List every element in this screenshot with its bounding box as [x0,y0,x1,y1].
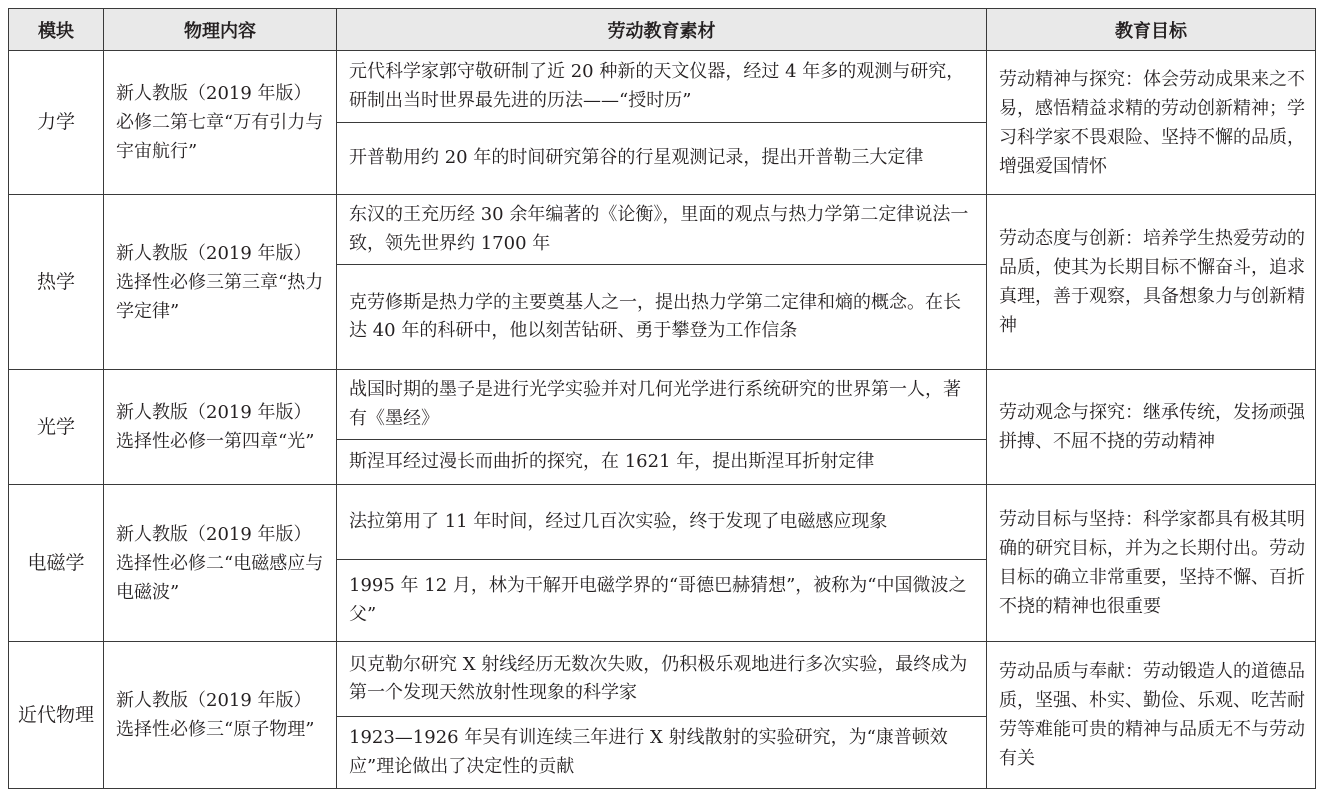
material-cell: 贝克勒尔研究 X 射线经历无数次失败，仍积极乐观地进行多次实验，最终成为第一个发现天然放射性现象的科学家 [337,642,987,717]
header-goal: 教育目标 [987,9,1316,51]
content-cell: 新人教版（2019 年版）选择性必修三第三章“热力学定律” [104,195,337,370]
module-cell: 光学 [9,370,104,485]
goal-cell: 劳动目标与坚持：科学家都具有极其明确的研究目标，并为之长期付出。劳动目标的确立非常重要，坚持不懈、百折不挠的精神也很重要 [987,485,1316,642]
material-cell: 开普勒用约 20 年的时间研究第谷的行星观测记录，提出开普勒三大定律 [337,123,987,195]
material-cell: 克劳修斯是热力学的主要奠基人之一，提出热力学第二定律和熵的概念。在长达 40 年的科研中，他以刻苦钻研、勇于攀登为工作信条 [337,265,987,370]
goal-cell: 劳动品质与奉献：劳动锻造人的道德品质，坚强、朴实、勤俭、乐观、吃苦耐劳等难能可贵的精神与品质无不与劳动有关 [987,642,1316,789]
module-cell: 近代物理 [9,642,104,789]
header-module: 模块 [9,9,104,51]
content-cell: 新人教版（2019 年版）选择性必修三“原子物理” [104,642,337,789]
header-content: 物理内容 [104,9,337,51]
header-material: 劳动教育素材 [337,9,987,51]
material-cell: 法拉第用了 11 年时间，经过几百次实验，终于发现了电磁感应现象 [337,485,987,560]
material-cell: 东汉的王充历经 30 余年编著的《论衡》，里面的观点与热力学第二定律说法一致，领先世界约 1700 年 [337,195,987,265]
module-cell: 力学 [9,51,104,195]
content-cell: 新人教版（2019 年版）选择性必修一第四章“光” [104,370,337,485]
table-row [9,642,1316,717]
table-row [9,195,1316,265]
labor-education-table [8,8,1316,789]
table-row [9,370,1316,440]
module-cell: 电磁学 [9,485,104,642]
module-cell: 热学 [9,195,104,370]
content-cell: 新人教版（2019 年版）必修二第七章“万有引力与宇宙航行” [104,51,337,195]
table-row [9,51,1316,123]
goal-cell: 劳动观念与探究：继承传统，发扬顽强拼搏、不屈不挠的劳动精神 [987,370,1316,485]
material-cell: 1923—1926 年吴有训连续三年进行 X 射线散射的实验研究，为“康普顿效应”理论做出了决定性的贡献 [337,717,987,789]
material-cell: 元代科学家郭守敬研制了近 20 种新的天文仪器，经过 4 年多的观测与研究，研制出当时世界最先进的历法——“授时历” [337,51,987,123]
content-cell: 新人教版（2019 年版）选择性必修二“电磁感应与电磁波” [104,485,337,642]
goal-cell: 劳动精神与探究：体会劳动成果来之不易，感悟精益求精的劳动创新精神；学习科学家不畏艰险、坚持不懈的品质，增强爱国情怀 [987,51,1316,195]
material-cell: 战国时期的墨子是进行光学实验并对几何光学进行系统研究的世界第一人，著有《墨经》 [337,370,987,440]
table-row [9,485,1316,560]
material-cell: 1995 年 12 月，林为干解开电磁学界的“哥德巴赫猜想”，被称为“中国微波之父” [337,560,987,642]
header-row [9,9,1316,51]
material-cell: 斯涅耳经过漫长而曲折的探究，在 1621 年，提出斯涅耳折射定律 [337,440,987,485]
goal-cell: 劳动态度与创新：培养学生热爱劳动的品质，使其为长期目标不懈奋斗，追求真理，善于观察，具备想象力与创新精神 [987,195,1316,370]
